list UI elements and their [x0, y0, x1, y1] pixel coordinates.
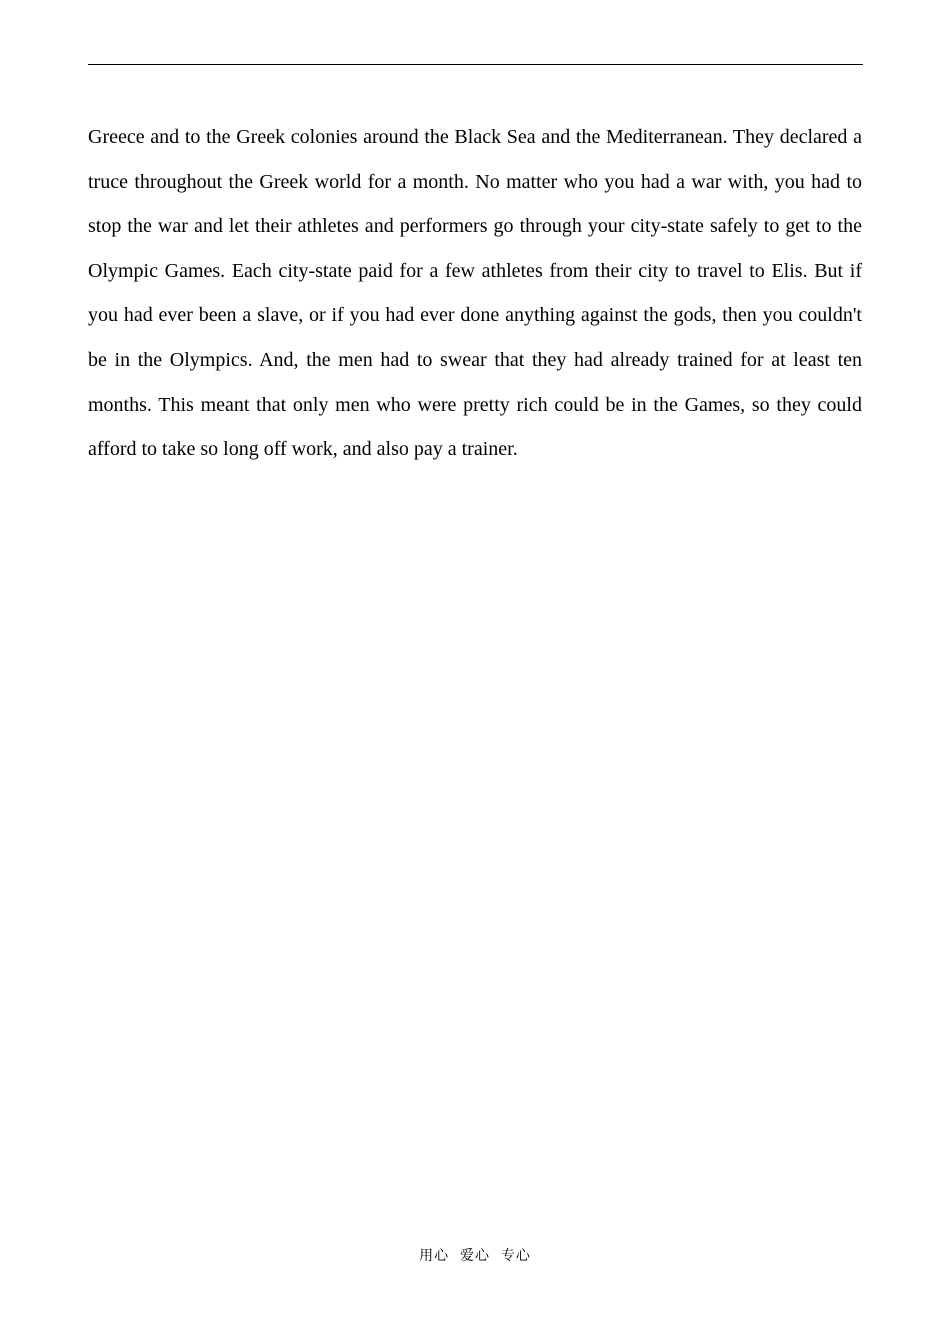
header-rule	[88, 64, 863, 65]
body-paragraph: Greece and to the Greek colonies around the Black Sea and the Mediterranean. They declared a truce throughout the Greek world for a month. No matter who you had a war with, you had to stop the war and let their athletes and performers go through your city-state safely to get to the Olympic Games. Each city-state paid for a few athletes from their city to travel to Elis. But if you had ever been a slave, or if you had ever done anything against the gods, then you couldn't be in the Olympics. And, the men had to swear that they had already trained for at least ten months. This meant that only men who were pretty rich could be in the Games, so they could afford to take so long off work, and also pay a trainer.	[88, 126, 862, 461]
page-footer: 用心 爱心 专心	[419, 1248, 531, 1264]
